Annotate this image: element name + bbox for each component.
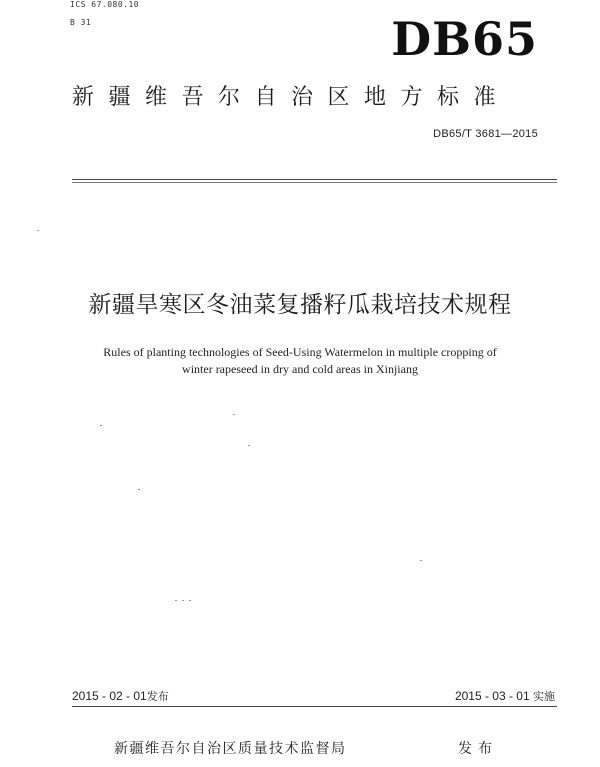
scan-speck <box>420 560 422 561</box>
scan-speck <box>138 489 140 490</box>
scan-speck <box>189 600 191 601</box>
issuer-header: 新疆维吾尔自治区地方标准 <box>72 85 511 110</box>
scan-speck <box>100 425 102 426</box>
scan-speck <box>248 445 250 446</box>
scan-speck <box>37 230 39 231</box>
scan-speck <box>182 600 184 601</box>
bottom-rule-line <box>72 706 557 707</box>
publish-date-value: 2015 - 02 - 01 <box>72 689 147 703</box>
top-rule-line <box>72 179 557 180</box>
scan-speck <box>175 600 177 601</box>
effective-label: 实施 <box>533 690 555 703</box>
document-title-chinese: 新疆旱寒区冬油菜复播籽瓜栽培技术规程 <box>88 292 512 318</box>
english-title-line-1: Rules of planting technologies of Seed-Using Watermelon in multiple cropping of <box>103 345 497 359</box>
top-rule-shadow-line <box>72 182 557 183</box>
publish-date <box>72 688 169 704</box>
document-title-english <box>40 344 560 378</box>
issue-label: 发布 <box>458 741 498 757</box>
english-title-line-2: winter rapeseed in dry and cold areas in Xinjiang <box>182 362 418 376</box>
effective-date <box>455 688 555 704</box>
ccs-code: B 31 <box>70 18 92 27</box>
db65-logo: DB65 <box>391 12 538 66</box>
standard-number: DB65/T 3681—2015 <box>433 128 538 140</box>
scan-speck <box>233 414 235 415</box>
issuing-authority: 新疆维吾尔自治区质量技术监督局 <box>114 741 347 757</box>
effective-date-value: 2015 - 03 - 01 <box>454 689 530 703</box>
publish-label: 发布 <box>146 690 169 703</box>
ics-code: ICS 67.080.10 <box>70 0 140 9</box>
